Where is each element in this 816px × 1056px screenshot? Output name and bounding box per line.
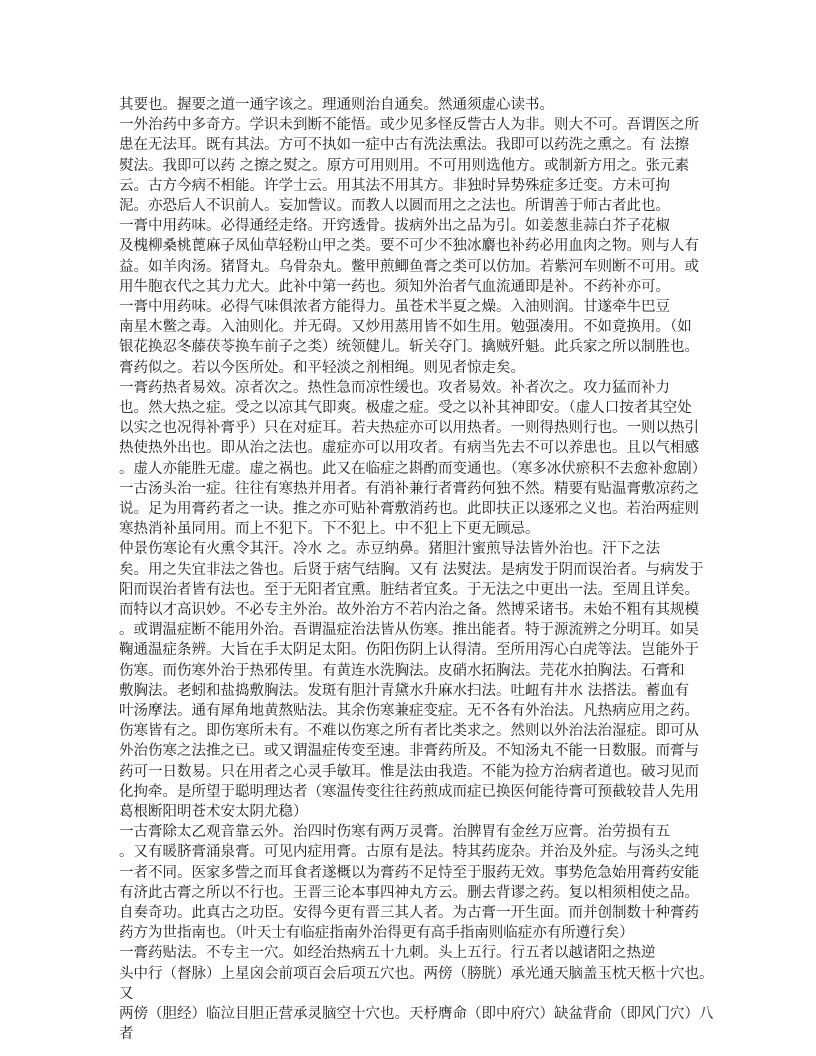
text-line: 又: [119, 985, 134, 1002]
text-line: 鞠通温症条辨。大旨在手太阴足太阳。伤阳伤阴上认得清。至所用泻心白虎等法。岂能外于: [119, 642, 699, 659]
text-line: 热使热外出也。即从治之法也。虚症亦可以用攻者。有病当先去不可以养患也。且以气相感: [119, 440, 699, 457]
text-line: 一古汤头治一症。往往有寒热并用者。有消补兼行者膏药何独不然。精要有贴温膏敷凉药之: [119, 480, 699, 497]
text-line: 寒热消补虽同用。而上不犯下。下不犯上。中不犯上下更无顾忌。: [119, 521, 540, 538]
text-line: 一膏药贴法。不专主一穴。如经治热病五十九刺。头上五行。行五者以越诸阳之热逆: [119, 945, 656, 962]
text-line: 银花换忍冬藤茯苓换车前子之类）统领健儿。斩关夺门。擒贼歼魁。此兵家之所以制胜也。: [119, 339, 699, 356]
text-line: 益。如羊肉汤。猪肾丸。乌骨杂丸。鳖甲煎鲫鱼膏之类可以仿加。若紫河车则断不可用。或: [119, 258, 699, 275]
text-line: 说。足为用膏药者之一诀。推之亦可贴补膏敷消药也。此即扶正以逐邪之义也。若治两症则: [119, 501, 699, 517]
text-line: 膏药似之。若以今医所处。和平轻淡之剂相绳。则见者惊走矣。: [119, 359, 525, 376]
text-line: 叶汤摩法。通有犀角地黄熬贴法。其余伤寒兼症变症。无不各有外治法。凡热病应用之药。: [119, 703, 699, 719]
text-line: 药方为世指南也。（叶天士有临症指南外治得更有高手指南则临症亦有所遵行矣）: [119, 925, 634, 942]
text-line: 矣。用之失宜非法之咎也。后贤于痞气结胸。又有 法熨法。是病发于阴而误治者。与病发于: [119, 561, 704, 578]
text-line: 药可一日数易。只在用者之心灵手敏耳。惟是法由我造。不能为捡方治病者道也。破习见而: [119, 763, 699, 780]
text-line: 。虚人亦能胜无虚。虚之祸也。此又在临症之斟酌而变通也。（寒多冰伏瘀积不去愈补愈剧）: [119, 460, 707, 477]
text-line: 伤寒。而伤寒外治于热邪传里。有黄连水洗胸法。皮硝水拓胸法。芫花水拍胸法。石膏和: [119, 662, 685, 679]
text-line: 以实之也况得补膏乎）只在对症耳。若夫热症亦可以用热者。一则得热则行也。一则以热引: [119, 420, 699, 437]
text-line: 一古膏除太乙观音靠云外。治四时伤寒有两万灵膏。治脾胃有金丝万应膏。治劳损有五: [119, 824, 670, 841]
text-line: 者: [119, 1026, 134, 1043]
text-line: 化拘牵。是所望于聪明理达者（寒温传变往往药煎成而症已换医何能待膏可预截较昔人先用: [119, 783, 699, 800]
text-line: 泥。亦恐后人不识前人。妄加訾议。而教人以圆而用之之法也。所谓善于师古者此也。: [119, 198, 670, 214]
text-line: 一膏药热者易效。凉者次之。热性急而凉性缓也。攻者易效。补者次之。攻力猛而补力: [119, 379, 670, 396]
text-line: 一外治药中多奇方。学识未到断不能悟。或少见多怪反訾古人为非。则大不可。吾谓医之所: [119, 117, 699, 134]
text-line: 外治伤寒之法推之已。或又谓温症传变至速。非膏药所及。不知汤丸不能一日数服。而膏与: [119, 743, 699, 760]
text-line: 一者不同。医家多訾之而耳食者遂概以为膏药不足恃至于服药无效。事势危急始用膏药安能: [119, 864, 699, 881]
text-line: 敷胸法。老蚓和盐捣敷胸法。发斑有胆汁青黛水升麻水扫法。吐衄有井水 法搭法。蓄血有: [119, 682, 690, 699]
text-line: 一膏中用药味。必得通经走络。开窍透骨。拔病外出之品为引。如姜葱韭蒜白芥子花椒: [119, 218, 670, 235]
text-line: 而特以才高识妙。不必专主外治。故外治方不若内治之备。然博采诸书。未始不粗有其规模: [119, 602, 699, 618]
text-line: 用牛胞衣代之其力尤大。此补中第一药也。须知外治者气血流通即是补。不药补亦可。: [119, 278, 670, 295]
text-line: 熨法。我即可以药 之擦之熨之。原方可用则用。不可用则选他方。或制新方用之。张元素: [119, 157, 690, 174]
text-line: 其要也。握要之道一通字该之。理通则治自通矣。然通须虚心读书。: [119, 97, 554, 113]
text-line: 也。然大热之症。受之以凉其气即爽。极虚之症。受之以补其神即安。（虚人口按者其空处: [119, 400, 692, 416]
text-line: 头中行（督脉）上星囟会前项百会后项五穴也。两傍（膀胱）承光通天脑盖玉枕天柩十穴也。: [119, 965, 714, 982]
text-line: 及槐柳桑桃蓖麻子凤仙草轻粉山甲之类。要不可少不独冰麝也补药必用血肉之物。则与人有: [119, 238, 699, 255]
text-line: 阳而误治者皆有法也。至于无阳者宜熏。脏结者宜炙。于无法之中更出一法。至周且详矣。: [119, 581, 699, 598]
text-line: 有济此古膏之所以不行也。王晋三论本事四神丸方云。删去背谬之药。复以相须相使之品。: [119, 884, 699, 901]
text-line: 患在无法耳。既有其法。方可不执如一症中古有洗法熏法。我即可以药洗之熏之。有 法擦: [119, 137, 690, 154]
text-line: 。或谓温症断不能用外治。吾谓温症治法皆从伤寒。推出能者。特于源流辨之分明耳。如吴: [119, 622, 699, 639]
text-line: 南星木鳖之毒。入油则化。并无碍。又炒用蒸用皆不如生用。勉强凑用。不如竟换用。（如: [119, 319, 692, 336]
text-line: 葛根断阳明苍术安太阴尤稳）: [119, 804, 308, 820]
text-line: 。又有暖脐膏涌泉膏。可见内症用膏。古原有是法。特其药庞杂。并治及外症。与汤头之纯: [119, 844, 699, 861]
text-line: 仲景伤寒论有火熏令其汗。冷水 之。赤豆纳鼻。猪胆汁蜜煎导法皆外治也。汗下之法: [119, 541, 661, 558]
text-line: 自奏奇功。此真古之功臣。安得今更有晋三其人者。为古膏一开生面。而并创制数十种膏药: [119, 905, 699, 921]
text-line: 两傍（胆经）临泣目胆正营承灵脑空十穴也。天杼膺命（即中府穴）缺盆背俞（即风门穴）八: [119, 1006, 714, 1022]
text-line: 伤寒皆有之。即伤寒所未有。不难以伤寒之所有者比类求之。然则以外治法治湿症。即可从: [119, 723, 699, 740]
text-line: 一膏中用药味。必得气味俱浓者方能得力。虽苍术半夏之燥。入油则润。甘遂牵牛巴豆: [119, 299, 670, 315]
text-line: 云。古方今病不相能。许学士云。用其法不用其方。非独时异势殊症多迁变。方未可拘: [119, 177, 670, 194]
